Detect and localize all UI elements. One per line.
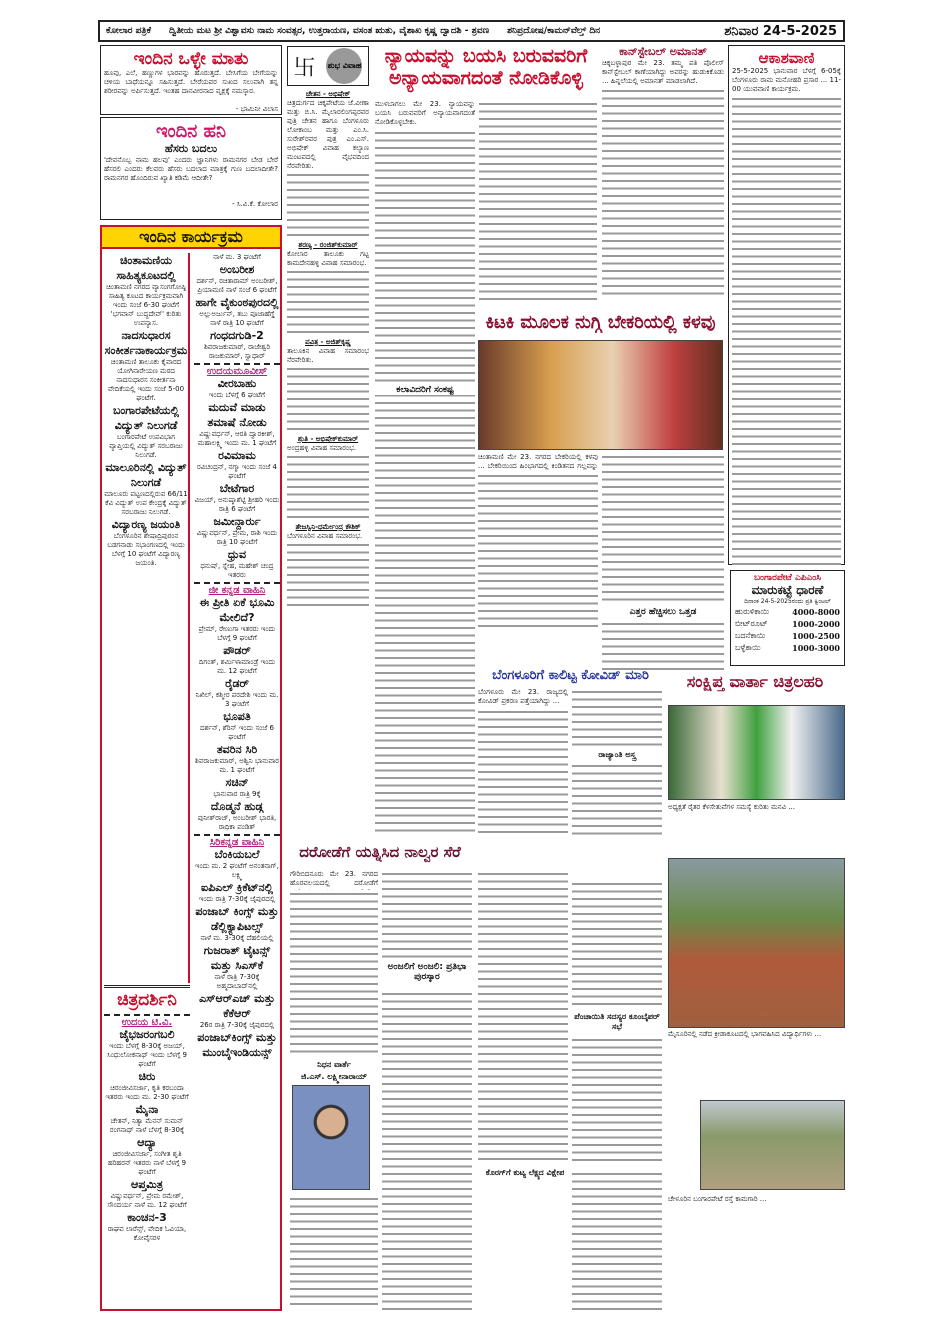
caption-3: ಚೇಳೂರಿನ ಬಂಗಾರಪೇಟೆ ರಸ್ತೆ ಕಾಮಗಾರಿ ... — [668, 1195, 767, 1203]
program-details: ನಾಳೆ ಮ. 3-30ಕ್ಕೆ ದೆಹಲಿಯಲ್ಲಿ — [200, 934, 274, 942]
wedding-details: ಬೆಂಗಳೂರಿನ ವಿವಾಹ ಸಮಾರಂಭ. — [287, 532, 363, 540]
program-details: ದರ್ಶನ್, ರಚಿತಾರಾಮ್ ಅಂಬರೀಶ್, ಪ್ರಿಯಾಮಣಿ ನಾಳೆ ಸಂಜೆ 6 ಘಂಟೆಗೆ — [196, 277, 278, 294]
lead-body: ಮುಳಬಾಗಲು ಮೇ 23. ನ್ಯಾಯವನ್ನು ಬಯಸಿ ಬರುವವರಿಗೆ ಅನ್ಯಾಯವಾಗದಂತೆ ನೋಡಿಕೊಳ್ಳಬೇಕು. — [375, 100, 475, 126]
wedding-details: ಕೋಲಾರ ತಾಲೂಕು ಗಟ್ಟ ಕಾಮದೇನಹಳ್ಳಿ ವಿವಾಹ ಸಮಾರಂಭ. — [287, 250, 369, 267]
kitaki-body: ಚಿಂತಾಮಣಿ ಮೇ 23. ನಗರದ ಬೇಕರಿಯಲ್ಲಿ ಕಳವು ... ಬೇಕರಿಯಿಂದ ಹಿಂಭಾಗದಲ್ಲಿ ಕಿಂಡಿತನದ ಗಲ್ಲವನ್ನು — [478, 453, 598, 470]
karyakrama-left-column — [104, 253, 190, 983]
chitradarshini-title: ಚಿತ್ರದರ್ಶಿನಿ — [117, 990, 177, 1010]
commodity: ಬಳ್ಳೆಕಾಯಿ — [735, 643, 761, 652]
karyakrama-title: ಇಂದಿನ ಕಾರ್ಯಕ್ರಮ — [102, 227, 280, 249]
lead-article-column — [375, 100, 475, 833]
channel-name: ಜೀ ಕನ್ನಡ ವಾಹಿನಿ — [194, 582, 280, 595]
program-details: ಮಾಲೂರು ಪಟ್ಟಣದಲ್ಲಿರುವ 66/11 ಕೆವಿ ವಿದ್ಯುತ್ ಉಪ ಕೇಂದ್ರಕ್ಕೆ ವಿದ್ಯುತ್ ಸರಬರಾಜು ನಿಲುಗಡೆ. — [104, 490, 188, 516]
program-details: ಇಂದು ಬೆಳಗ್ಗೆ 8-30ಕ್ಕೆ ಅಜಯ್, ಸಿಂಧುಲೋಕನಾಥ್ ಇಂದು ಬೆಳಗ್ಗೆ 9 ಘಂಟೆಗೆ — [106, 1042, 188, 1068]
obituary-portrait — [292, 1085, 370, 1190]
program-details: ಬಂಗಾರಪೇಟೆ ಉಪವಿಭಾಗ ವ್ಯಾಪ್ತಿಯಲ್ಲಿ ವಿದ್ಯುತ್ ಸರಬರಾಜು ನಿಲುಗಡೆ. — [109, 433, 183, 459]
apmc-row — [733, 618, 842, 630]
day-note: ಶನಿಪ್ರದೋಷ/ಕಾಮನ್‌ವೆಲ್ತ್ ದಿನ — [507, 26, 601, 36]
program-details: ದಿಗಂತ್, ಶರ್ಮಿಳಾಮಾಂಡ್ರೆ ಇಂದು ಮ. 12 ಘಂಟೆಗೆ — [198, 658, 276, 675]
program-details: ರವಿಚಂದ್ರನ್, ನಗ್ಮಾ ಇಂದು ಸಂಜೆ 4 ಘಂಟೆಗೆ — [197, 463, 277, 480]
covid-text — [478, 708, 568, 838]
kitaki-subhead: ಎತ್ತರ ಹೆಚ್ಚಿಸಲು ಒತ್ತಡ — [629, 607, 697, 617]
paper-name: ಕೋಲಾರ ಪತ್ರಿಕೆ — [106, 26, 151, 36]
news-photo-1 — [668, 705, 845, 800]
price-range: 1000-3000 — [792, 643, 840, 653]
chitradarshini-box — [104, 985, 190, 1305]
hani-box — [100, 117, 282, 220]
program-details: ಅಲ್ಲುಅರ್ಜುನ್, ತಬು ಪೂಜಾಹೆಗ್ಡೆ ನಾಳೆ ರಾತ್ರಿ 10 ಘಂಟೆಗೆ — [199, 310, 275, 327]
program-title: ಚಿರು — [138, 1070, 156, 1083]
program-details: ಪುನೀತ್‌ರಾಜ್, ಅಂಬರೀಶ್ ಭಾರತಿ, ರಾಧಿಕಾ ಪಂಡಿತ್ — [197, 814, 277, 831]
program-title: ಬೆಂಕಿಯಬಲೆ — [214, 848, 260, 861]
program-title: ಅಂಬರೀಶ — [219, 263, 255, 276]
wedding-details: ಚಿತ್ರದುರ್ಗದ ಚಿಕ್ಕಪೇಟೆಯ ಜೆ.ವೀಣಾ ಮತ್ತು ಬಿ.ಸಿ. ಮೈಲಾರಲಿಂಗಪ್ಪರವರ ಪುತ್ರಿ ಚೇತನ ಹಾಗೂ ಬೆಂಗಳೂರು ಲೋಕಾಂಬ ಮತ್ತು ಎಂ.ಸಿ. ಸುರೇಶ್‌ರವರ ಪುತ್ರ ಎಂ.ಎಸ್. ಅಭಿಷೇಕ್ ವಿವಾಹ ಕಲ್ಯಾಣ ಮಂಟಪದಲ್ಲಿ ವೈಭವದಿಂದ ನೆರವೇರಿತು. — [287, 99, 369, 170]
wedding-text — [287, 541, 369, 611]
program-details: ಧನುಷ್, ಸ್ನೇಹ, ಮಹೇಶ್ ಚಂದ್ರ ಇತರರು — [200, 562, 274, 579]
program-details: ಚಿಂತಾಮಣಿ ನಗರದ ವ್ಯಾಸಂಗಗೋಷ್ಠಿ ಸಾಹಿತ್ಯ ಕೂಟದ ಕಾರ್ಯಕ್ರಮವಾಗಿ ಇಂದು ಸಂಜೆ 6-30 ಘಂಟೆಗೆ 'ಭಗವಾನ್ ಬುದ್ಧದೇವ್' ಕುರಿತು ಉಪನ್ಯಾಸ. — [106, 283, 186, 327]
program-title: ಧ್ರುವ — [227, 548, 247, 561]
covid-text-3 — [572, 762, 662, 838]
program-details: ದರ್ಶನ್, ಶೆರಿನ್ ಇಂದು ಸಂಜೆ 6 ಘಂಟೆಗೆ — [200, 724, 274, 741]
program-title: ಚಿಂತಾಮಣಿಯ ಸಾಹಿತ್ಯಕೂಟದಲ್ಲಿ — [116, 254, 176, 282]
program-title: ಮದುವೆ ಮಾಡು ತಮಾಷೆ ನೋಡು — [207, 401, 267, 429]
news-photo-2 — [668, 858, 845, 1028]
apmc-box — [730, 570, 845, 666]
lead-subhead: ಕಲಾವಿದರಿಗೆ ಸಂಕಷ್ಟ — [375, 385, 475, 395]
obituary-name: ಜಿ.ಎಸ್. ಲಕ್ಷ್ಮೀನಾರಾಯ್ — [301, 1072, 367, 1081]
program-title: ವೀರಬಾಹು — [217, 377, 257, 390]
sankshipta-title: ಸಂಕ್ಷಿಪ್ತ ವಾರ್ತಾ ಚಿತ್ರಲಹರಿ — [686, 672, 824, 691]
program-details: ಭಾನುವಾರ ರಾತ್ರಿ 9ಕ್ಕೆ — [213, 790, 261, 798]
program-details: ಬೆಂಗಳೂರಿನ ಶೇಷಾದ್ರಿಪುರಂನ ಬಡಗನಾಡು ಸಭಾಂಗಣದಲ್ಲಿ ಇಂದು ಬೆಳಗ್ಗೆ 10 ಘಂಟೆಗೆ ವಿದ್ಯಾರಣ್ಯ ಜಯಂತಿ. — [107, 532, 185, 567]
program-details: ವಿಷ್ಣುವರ್ಧನ್, ಪ್ರೇಮ, ರಾಶಿ ಇಂದು ರಾತ್ರಿ 10 ಘಂಟೆಗೆ — [196, 529, 278, 546]
kitaki-text-3 — [602, 620, 724, 670]
apmc-subtitle: ಮಾರುಕಟ್ಟೆ ಧಾರಣೆ — [751, 583, 824, 597]
akashavani-box — [728, 45, 845, 565]
wedding-couple: ಶ್ರುತಿ - ಅಭಿಷೇಕ್‌ಕುಮಾರ್ — [297, 435, 359, 443]
program-title: ರವಿಮಾಮ — [218, 449, 256, 462]
program-details: ನಾಳೆ ರಾತ್ರಿ 7-30ಕ್ಕೆ ಅಹ್ಮದಾಬಾದ್‌ನಲ್ಲಿ — [214, 973, 260, 990]
program-details: ನಾಳೆ ಮ. 3 ಘಂಟೆಗೆ — [213, 253, 261, 261]
wedding-details: ತಾಲೂಕಿನ ವಿವಾಹ ಸಮಾರಂಭ ನೆರವೇರಿತು. — [287, 347, 369, 364]
olle-maatu-body: ಹೂವು, ಎಲೆ, ಹಣ್ಣುಗಳ ಭಾರವನ್ನು ಹೊರುತ್ತದೆ. ಬೇಸಿಗೆಯ ಬೇಗೆಯನ್ನು ಚಳಿಯ ಬಾಧೆಯನ್ನೂ ಸಹಿಸುತ್ತದೆ. ಬೇರೆಯವರ ಸುಖದ ಸಲುವಾಗಿ ತನ್ನ ಶರೀರವನ್ನು ಅರ್ಪಿಸುತ್ತದೆ. ಇಂತಹ ದಾನವೀರನಾದ ವೃಕ್ಷಕ್ಕೆ ನಮಸ್ಕಾರ. — [104, 69, 278, 95]
covid-subhead-2: ಪೆಂಚಾಯಿತಿ ಸದಸ್ಯರ ಕೂಂಬೈಪರ್ ಸಭೆ — [574, 1012, 660, 1031]
program-title: ಜೈಭಜರಂಗಬಲಿ — [119, 1028, 175, 1041]
darode-headline: ದರೋಡೆಗೆ ಯತ್ನಿಸಿದ ನಾಲ್ವರ ಸೆರೆ — [299, 843, 461, 861]
lead-headline — [375, 45, 597, 97]
wedding-text — [287, 453, 369, 523]
program-details: ಇಂದು ಬೆಳಗ್ಗೆ 6 ಘಂಟೆಗೆ — [208, 391, 266, 399]
program-title: ಗುಜರಾತ್ ಟೈಟನ್ಸ್ ಮತ್ತು ಸಿಎಸ್‌ಕೆ — [203, 944, 271, 972]
program-title: ಗಂಧದಗುಡಿ-2 — [210, 329, 264, 342]
program-details: ರಾಘವ ಲಾರೆನ್ಸ್, ವೇದಿಕ ಓವಿಯಾ, ಕೋವೈಸರಳ — [107, 1225, 187, 1242]
wedding-couple: ಪವಿತ್ರ - ಅಜಿತ್‌ಕೃಷ್ಣ — [305, 338, 351, 346]
program-title: ಸಚಿನ್ — [225, 776, 249, 789]
program-title: ಆಪ್ತಮಿತ್ರ — [130, 1178, 164, 1191]
program-details: ಚಿರಂಜೀವಿಸರ್ಜಾ, ಸಂಗೀತ ಶೃತಿ ಹರಿಹರನ್ ಇತರರು ನಾಳೆ ಬೆಳಗ್ಗೆ 9 ಘಂಟೆಗೆ — [107, 1150, 187, 1176]
program-title: ವಿದ್ಯಾರಣ್ಯ ಜಯಂತಿ — [111, 518, 181, 531]
olle-maatu-box — [100, 45, 282, 115]
commodity: ಹುರುಳಿಕಾಯಿ — [735, 607, 770, 616]
panchanga: ದ್ವಿತೀಯ ಮಟ ಶ್ರೀ ವಿಶ್ವಾವಸು ನಾಮ ಸಂವತ್ಸರ, ಉತ್ತರಾಯಣ, ವಸಂತ ಋತು, ವೈಶಾಖ ಕೃಷ್ಣ ದ್ವಾದಶಿ - ಶ್ರವಣ — [168, 26, 490, 36]
apmc-note: ದಿನಾಂಕ 24-5-2025ರಂದು ಪ್ರತಿ ಕ್ವಿಂಟಲ್ — [744, 598, 831, 605]
covid-body: ಬೆಂಗಳೂರು ಮೇ 23. ರಾಜ್ಯದಲ್ಲಿ ಕೋವಿಡ್ ಪ್ರಕರಣ ಪತ್ತೆಯಾಗಿದ್ದು ... — [478, 688, 568, 705]
hani-title: ಇಂದಿನ ಹನಿ — [155, 121, 227, 142]
program-title: ಎಸ್‌ಆರ್‌ಎಚ್ ಮತ್ತು ಕೆಕೆಆರ್ — [199, 992, 275, 1020]
bakery-photo — [478, 340, 723, 450]
akashavani-body: 25-5-2025 ಭಾನುವಾರ ಬೆಳಗ್ಗೆ 6-05ಕ್ಕೆ ಬೆಂಗಳೂರು ರಾಮ ಮನೋಹರಿ ಪ್ರಸಾರ ... 11-00 ಯುವವಾಣಿ ಕಾರ್ಯಕ್ರಮ. — [732, 67, 841, 93]
lead-headline-line2: ಅನ್ಯಾಯವಾಗದಂತೆ ನೋಡಿಕೊಳ್ಳಿ — [389, 67, 583, 89]
issue-date: ಶನಿವಾರ 24-5-2025 — [724, 23, 837, 39]
covid-text-4 — [572, 880, 662, 1010]
commodity: ಬೀಟ್‌ರೂಟ್ — [735, 619, 768, 628]
program-details: 26ರ ರಾತ್ರಿ 7-30ಕ್ಕೆ ಜೈಪುರದಲ್ಲಿ — [199, 1021, 275, 1029]
covid-text-6 — [572, 1170, 662, 1310]
wedding-couple: ಚೇತನ - ಅಭಿಷೇಕ್ — [305, 90, 351, 98]
program-details: ಚೇತನ್, ನಿತ್ಯಾ ಮೆನನ್ ಸುಮನ್ ರಂಗನಾಥ್ ನಾಳೆ ಬೆಳಗ್ಗೆ 8-30ಕ್ಕೆ — [109, 1117, 185, 1134]
lead-headline-line1: ನ್ಯಾಯವನ್ನು ಬಯಸಿ ಬರುವವರಿಗೆ — [384, 45, 588, 67]
program-title: ಬಂಗಾರಪೇಟೆಯಲ್ಲಿ ವಿದ್ಯುತ್ ನಿಲುಗಡೆ — [112, 404, 180, 432]
program-title: ಪೌಡರ್ — [223, 644, 251, 657]
obituary-heading: ನಿಧನ ವಾರ್ತೆ — [317, 1060, 351, 1069]
program-title: ಮೈನಾ — [135, 1103, 159, 1116]
price-range: 1000-2000 — [792, 619, 840, 629]
commodity: ಬದನೆಕಾಯಿ — [735, 631, 766, 640]
wedding-couple: ಶರಣ್ಯ - ರಂಜಿತ್‌ಕುಮಾರ್ — [298, 241, 358, 249]
program-details: ಚಿರಂಜೀವಿಸರ್ಜಾ, ಕೃತಿ ಕರಬಂದಾ ಇತರರು ಇಂದು ಮ. 2-30 ಘಂಟೆಗೆ — [105, 1084, 189, 1101]
covid-subhead-1: ರಾಜ್ಯಾಂತಿ ಅಸ್ತ್ರ — [598, 750, 636, 759]
shubha-vivaha-logo — [287, 46, 369, 86]
program-title: ಭೂಪತಿ — [223, 710, 251, 723]
program-title: ಪಂಜಾಬ್‌ಕಿಂಗ್ಸ್ ಮತ್ತು ಮುಂಬೈಇಂಡಿಯನ್ಸ್ — [197, 1031, 277, 1059]
lead-text-column-2 — [479, 100, 597, 305]
caption-2: ಮೈಸೂರಿನಲ್ಲಿ ನಡೆದ ಕ್ರೀಡಾಕೂಟದಲ್ಲಿ ಭಾಗವಹಿಸಿದ ವಿದ್ಯಾರ್ಥಿಗಳು ... — [668, 1030, 822, 1038]
program-details: ವಿಷ್ಣುವರ್ಧನ್, ಆರತಿ ದ್ವಾರಕೀಶ್, ಮಹಾಲಕ್ಷ್ಮಿ ಇಂದು ಮ. 1 ಘಂಟೆಗೆ — [197, 430, 277, 447]
wedding-text — [287, 171, 369, 241]
covid-subhead-3: ಕೊರಗ್‌ಗೆ ಕುಟ್ಯ ಲೆಕ್ಷ್ಯದ ವಿಕ್ಷೇಪ — [485, 1168, 565, 1177]
apmc-title: ಬಂಗಾರಪೇಟೆ ಎಪಿಎಂಸಿ — [753, 573, 822, 583]
program-details: ಚಿಂತಾಮಣಿ ತಾಲೂಕು ಕೈವಾರದ ಯೋಗಿನಾರೇಯಣ ಮಠದ ನಾದಸುಧಾರಸ ಸಂಕೀರ್ತನಾ ವೇದಿಕೆಯಲ್ಲಿ ಇಂದು ಸಂಜೆ 5-00 ಘಂಟೆಗೆ. — [107, 358, 185, 402]
program-title: ಹಾಗೇ ವೈಕುಂಠಪುರದಲ್ಲಿ — [195, 296, 279, 309]
apmc-price-table — [733, 606, 842, 654]
hani-author: - ಸಿ.ವಿ.ಕೆ. ಕೋಲಾರ — [232, 200, 278, 208]
swastika-icon: 卐 — [293, 55, 316, 81]
program-title: ರೈಡರ್ — [225, 677, 249, 690]
darode-subhead: ಅಂಜಲಿಗೆ ಅಂಜಲಿ: ಪ್ರತಿಭಾ ಪುರಸ್ಕಾರ — [387, 962, 467, 982]
apmc-row — [733, 606, 842, 618]
program-details: ವಿಷ್ಣುವರ್ಧನ್, ಪ್ರೇಮ ರಮೇಶ್, ಸೌಂದರ್ಯ ನಾಳೆ ಮ. 12 ಘಂಟೆಗೆ — [107, 1192, 187, 1209]
program-details: ಇಂದು ಮ. 2 ಘಂಟೆಗೆ ಅನಂತನಾಗ್, ಲಕ್ಷ್ಮಿ — [195, 862, 279, 879]
program-title: ಪಂಜಾಬ್ ಕಿಂಗ್ಸ್ ಮತ್ತು ಡೆಲ್ಲಿಕ್ಯಾಪಿಟಲ್ಸ್ — [195, 905, 279, 933]
channel-name: ಸಿರಿಕನ್ನಡ ವಾಹಿನಿ — [194, 834, 280, 847]
price-range: 4000-8000 — [792, 607, 840, 617]
program-details: ವಿಜಯ್, ಅನುಷ್ಕಾಶೆಟ್ಟಿ ಶ್ರೀಹರಿ ಇಂದು ರಾತ್ರಿ 6 ಘಂಟೆಗೆ — [194, 496, 280, 513]
covid-text-2 — [572, 688, 662, 748]
program-title: ಈ ಪ್ರೀತಿ ಏಕೆ ಭೂಮಿ ಮೇಲಿದೆ? — [199, 596, 275, 624]
program-title: ಕಾಂಚನ-3 — [127, 1211, 167, 1224]
caption-1: ಅಧ್ಯಕ್ಷತೆ ರೈತರ ಕೆಳಸೇತುವೆಗಳ ಸಮಸ್ಯೆ ಕುರಿತು ಮನವಿ ... — [668, 803, 795, 811]
program-title: ಐಪಿಎಲ್ ಕ್ರಿಕೆಟ್‌ನಲ್ಲಿ — [201, 881, 273, 894]
program-title: ಬೇಟೆಗಾರ — [219, 482, 255, 495]
news-photo-3 — [700, 1100, 845, 1190]
program-title: ದೊಡ್ಮನೆ ಹುಡ್ಗ — [210, 800, 264, 813]
kitaki-text — [478, 472, 598, 632]
price-range: 1000-2500 — [792, 631, 840, 641]
wedding-text — [287, 365, 369, 435]
program-title: ಮಾಲೂರಿನಲ್ಲಿ ವಿದ್ಯುತ್ ನಿಲುಗಡೆ — [105, 461, 187, 489]
program-title: ನಾದಸುಧಾರಸ ಸಂಕೀರ್ತನಾಕಾರ್ಯಕ್ರಮ — [104, 329, 188, 357]
program-title: ಜಮೀನ್ದಾರ್ರು — [213, 515, 261, 528]
karyakrama-right-column — [194, 253, 280, 1308]
wedding-text — [287, 268, 369, 338]
wedding-details: ಅಂದ್ರಹಳ್ಳಿ ವಿವಾಹ ಸಮಾರಂಭ. — [287, 444, 357, 452]
darode-text-3 — [382, 990, 472, 1310]
channel-name: ಉದಯಮೂವೀಸ್ — [194, 363, 280, 376]
constable-headline: ಕಾನ್‌ಸ್ಟೇಬಲ್ ಅಮಾನತ್ — [619, 45, 707, 58]
program-details: ಶಿವರಾಜಕುಮಾರ್, ಅಶ್ವಿನಿ ಭಾನುವಾರ ಮ. 1 ಘಂಟೆಗೆ — [195, 757, 279, 774]
hani-body: 'ದೇವನೊಬ್ಬ ನಾಮ ಹಲವು' ಎಂದರು ಜ್ಞಾನಿಗಳು ರಾಮನಗರ ಬೇಡ ಬೇರೆ ಹೆಸರಲಿ ಎಂದರು ಕೆಲವರು ಹೆಸರು ಬದಲಾದ ಮಾತ್ರಕ್ಕೆ ಗುಣ ಬದಲಾದೀತೇ? ರಾಮನಗರ ಹೊಂದಿರುವ ಖ್ಯಾತಿ ಕಡಿಮೆ ಆದೀತೇ? — [104, 156, 278, 182]
constable-body: ಚಿಕ್ಕಬಳ್ಳಾಪುರ ಮೇ 23. ತಮ್ಮ ಪತಿ ಪೊಲೀಸ್ ಕಾನ್‌ಸ್ಟೇಬಲ್ ಕಾಣೆಯಾಗಿದ್ದು ಅವರನ್ನು ಹುಡುಕಿಕೊಡು ... ಹಿನ್ನಲೆಯಲ್ಲಿ ಅಮಾನತ್ ಮಾಡಲಾಗಿದೆ. — [602, 59, 724, 85]
covid-headline: ಬೆಂಗಳೂರಿಗೆ ಕಾಲಿಟ್ಟ ಕೋವಿಡ್ ಮಾರಿ — [492, 668, 649, 683]
program-details: ನಿಖಿಲ್, ಕಶ್ಮೀರ ಪರದೇಶಿ ಇಂದು ಮ. 3 ಘಂಟೆಗೆ — [195, 691, 279, 708]
darode-text-2 — [382, 870, 472, 960]
wedding-couple: ತೇಜಸ್ವಿನಿ-ಧರ್ಮೇಂದ್ರ ಕೌಶಿಕ್ — [295, 523, 361, 531]
apmc-row — [733, 630, 842, 642]
olle-maatu-author: - ಭಾಮಿನೀ ವಿಲಾಸ — [235, 105, 278, 113]
constable-article — [602, 45, 724, 305]
hani-subtitle: ಹೆಸರು ಬದಲು — [164, 142, 218, 155]
akashavani-title: ಆಕಾಶವಾಣಿ — [758, 49, 815, 67]
program-title: ಆದ್ಯಾ — [137, 1136, 157, 1149]
darode-text-4 — [478, 870, 568, 1160]
program-title: ತವರಿನ ಸಿರಿ — [216, 743, 258, 756]
covid-text-5 — [572, 1036, 662, 1166]
shubha-vivaha-label: ಶುಭ ವಿವಾಹ — [326, 48, 362, 84]
kitaki-text-2 — [602, 453, 724, 603]
darode-body: ಗೌರಿಬಿದನೂರು ಮೇ 23. ನಗರದ ಹೊರವಲಯದಲ್ಲಿ ದರೋಡೆಗೆ — [290, 870, 378, 887]
obituary-text — [290, 1195, 378, 1310]
apmc-row — [733, 642, 842, 654]
channel-name: ಉದಯ ಟಿ.ವಿ. — [104, 1014, 190, 1027]
program-details: ಪ್ರೇಮ್, ರೇಣುಗಾ ಇತರರು ಇಂದು ಬೆಳಗ್ಗೆ 9 ಘಂಟೆಗೆ — [198, 625, 276, 642]
masthead-bar — [98, 20, 845, 42]
karyakrama-box — [100, 225, 282, 1311]
shubha-vivaha-column — [287, 90, 369, 830]
kitaki-headline: ಕಿಟಕಿ ಮೂಲಕ ನುಗ್ಗಿ ಬೇಕರಿಯಲ್ಲಿ ಕಳವು — [485, 312, 716, 333]
darode-text — [290, 890, 378, 1055]
olle-maatu-title: ಇಂದಿನ ಒಳ್ಳೇ ಮಾತು — [133, 49, 249, 69]
program-details: ಇಂದು ರಾತ್ರಿ 7-30ಕ್ಕೆ ಜೈಪುರದಲ್ಲಿ — [198, 895, 276, 903]
program-details: ಶಿವರಾಜಕುಮಾರ್, ರಾಜೇಶ್ವರಿ ರಾಜಕುಮಾರ್, ಸ್ವಾಧಾರ್ — [203, 343, 271, 360]
lead-text-column — [375, 129, 475, 833]
